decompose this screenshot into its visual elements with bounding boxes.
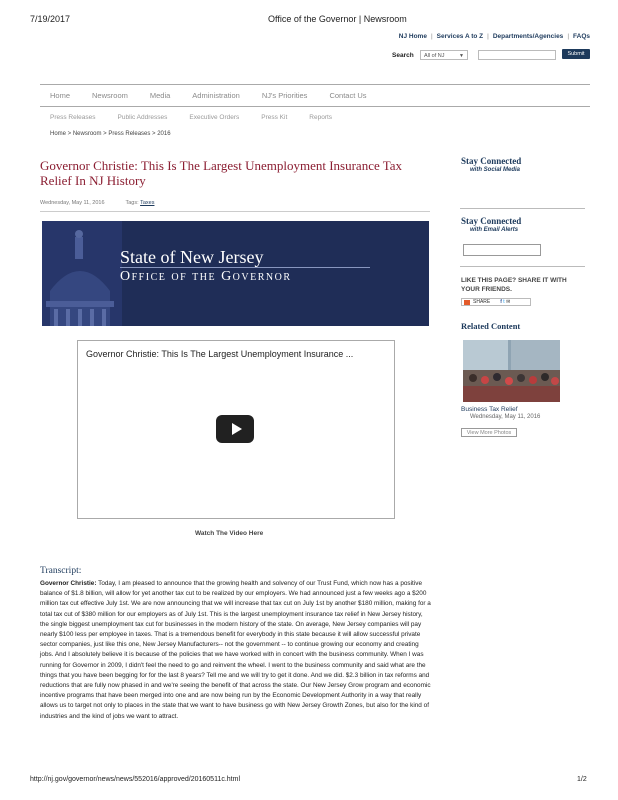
search-input[interactable] bbox=[478, 50, 556, 60]
subnav-executive-orders[interactable]: Executive Orders bbox=[189, 114, 240, 121]
subnav-public-addresses[interactable]: Public Addresses bbox=[117, 114, 168, 121]
crowd-photo-icon bbox=[463, 340, 560, 402]
related-photo[interactable] bbox=[463, 340, 560, 402]
video-title: Governor Christie: This Is The Largest Unemployment Insurance ... bbox=[86, 349, 354, 359]
search-label: Search bbox=[392, 52, 414, 59]
article-date: Wednesday, May 11, 2016 bbox=[40, 200, 105, 206]
page-title: Governor Christie: This Is The Largest Unemployment Insurance Tax Relief In NJ History bbox=[40, 158, 403, 188]
top-link-departments[interactable]: Departments/Agencies bbox=[492, 33, 564, 40]
banner-state: State of New Jersey bbox=[120, 247, 264, 267]
tag-link[interactable]: Taxes bbox=[140, 200, 155, 206]
social-media-link[interactable]: with Social Media bbox=[470, 167, 521, 173]
nav-media[interactable]: Media bbox=[149, 91, 171, 100]
share-prompt: LIKE THIS PAGE? SHARE IT WITH YOUR FRIENDS. bbox=[461, 277, 567, 293]
search-scope-select[interactable] bbox=[420, 50, 468, 60]
related-date: Wednesday, May 11, 2016 bbox=[470, 414, 541, 420]
print-date: 7/19/2017 bbox=[30, 14, 71, 24]
sub-nav bbox=[50, 114, 354, 121]
nav-home[interactable]: Home bbox=[50, 91, 71, 100]
twitter-icon[interactable]: t bbox=[503, 299, 505, 305]
nav-administration[interactable]: Administration bbox=[192, 91, 240, 100]
subnav-press-kit[interactable]: Press Kit bbox=[261, 114, 288, 121]
tags-label: Tags: bbox=[125, 200, 139, 206]
view-more-photos-button[interactable]: View More Photos bbox=[461, 428, 517, 437]
transcript-heading: Transcript: bbox=[40, 566, 82, 576]
nav-newsroom[interactable]: Newsroom bbox=[92, 91, 128, 100]
article-meta bbox=[40, 200, 154, 206]
search-scope-value: All of NJ bbox=[424, 53, 445, 59]
video-caption: Watch The Video Here bbox=[195, 530, 264, 537]
top-link-faqs[interactable]: FAQs bbox=[573, 33, 590, 40]
related-content-heading: Related Content bbox=[461, 321, 521, 331]
sidebar-divider bbox=[460, 266, 585, 267]
nav-contact[interactable]: Contact Us bbox=[329, 91, 367, 100]
email-input[interactable] bbox=[463, 244, 541, 256]
nav-priorities[interactable]: NJ's Priorities bbox=[261, 91, 308, 100]
top-link-services[interactable]: Services A to Z bbox=[436, 33, 484, 40]
subnav-press-releases[interactable]: Press Releases bbox=[50, 114, 96, 121]
separator: | bbox=[567, 33, 570, 40]
capitol-dome-icon bbox=[42, 221, 122, 326]
transcript-body bbox=[40, 579, 432, 722]
separator: | bbox=[487, 33, 489, 40]
related-title-link[interactable]: Business Tax Relief bbox=[461, 406, 518, 413]
email-alerts-link[interactable]: with Email Alerts bbox=[470, 227, 519, 233]
share-label: SHARE bbox=[473, 299, 491, 305]
footer-page-number: 1/2 bbox=[577, 776, 587, 783]
facebook-icon[interactable]: f bbox=[500, 299, 502, 305]
share-icon bbox=[464, 300, 470, 305]
share-button[interactable] bbox=[461, 298, 531, 306]
office-banner bbox=[42, 221, 429, 326]
separator: | bbox=[430, 33, 433, 40]
video-player[interactable] bbox=[77, 340, 395, 519]
sidebar-divider bbox=[460, 208, 585, 209]
subnav-reports[interactable]: Reports bbox=[309, 114, 333, 121]
footer-url: http://nj.gov/governor/news/news/552016/approved/20160511c.html bbox=[30, 776, 241, 783]
search-submit-button[interactable]: Submit bbox=[562, 49, 590, 59]
nav-top-rule bbox=[40, 84, 590, 85]
top-links bbox=[399, 33, 590, 40]
transcript-speaker: Governor Christie: bbox=[40, 580, 97, 587]
banner-office: Office of the Governor bbox=[120, 269, 292, 284]
transcript-text: Today, I am pleased to announce that the growing health and solvency of our Trust Fund, which now has a positive balance of $1.8 billion, will allow for yet another tax cut to be realized by our employers. We had announced just a few weeks ago a $200 million tax cut effective July 1st. We are now announcing that we will increase that tax cut on July 1st by another $180 million, making for a total tax cut of $380 million for our employers as of July 1st. This is the largest unemployment insurance tax relief in New Jersey history, the single biggest unemployment tax cut for businesses in the modern history of the state. On average, New Jersey companies will pay nearly $100 less per employee in taxes. That is a tremendous benefit for everybody in this state because it will allow successful private sector companies, just like this one, New Jersey Manufacturers-- not the government -- to continue growing our economy and creating jobs. And I absolutely believe it is because of the policies that we have worked with in concert with the business community. When I was running for Governor in 2009, I didn't feel the need to go and reinvent the wheel. I went to the business community and said what are the things that you have been begging for for the last 8 years? Tell me and we will try to get it done. And we did. $2.3 billion in tax reforms and reductions that are fully now phased in and we're seeing the benefit of that across the state. Our New Jersey Grow program and economic incentive programs that have been merged into one and are now being run by the Economic Development Authority in a way that really allows us to target not only to places in the state that we want to have business go with New Jersey Growth Zones, but also for the kind of industries and the kind of jobs we want to attract. bbox=[40, 580, 431, 720]
banner-divider bbox=[120, 267, 370, 268]
email-share-icon[interactable]: ✉ bbox=[506, 299, 511, 305]
stay-connected-email-heading: Stay Connected bbox=[461, 216, 522, 226]
nav-bottom-rule bbox=[40, 106, 590, 107]
meta-divider bbox=[40, 211, 430, 212]
print-title: Office of the Governor | Newsroom bbox=[268, 14, 407, 24]
stay-connected-social-heading: Stay Connected bbox=[461, 156, 522, 166]
play-icon[interactable] bbox=[216, 415, 254, 443]
breadcrumb[interactable]: Home > Newsroom > Press Releases > 2016 bbox=[50, 131, 171, 137]
chevron-down-icon: ▼ bbox=[459, 53, 464, 59]
main-nav bbox=[50, 91, 389, 100]
top-link-nj-home[interactable]: NJ Home bbox=[398, 33, 427, 40]
search-bar bbox=[392, 50, 590, 62]
